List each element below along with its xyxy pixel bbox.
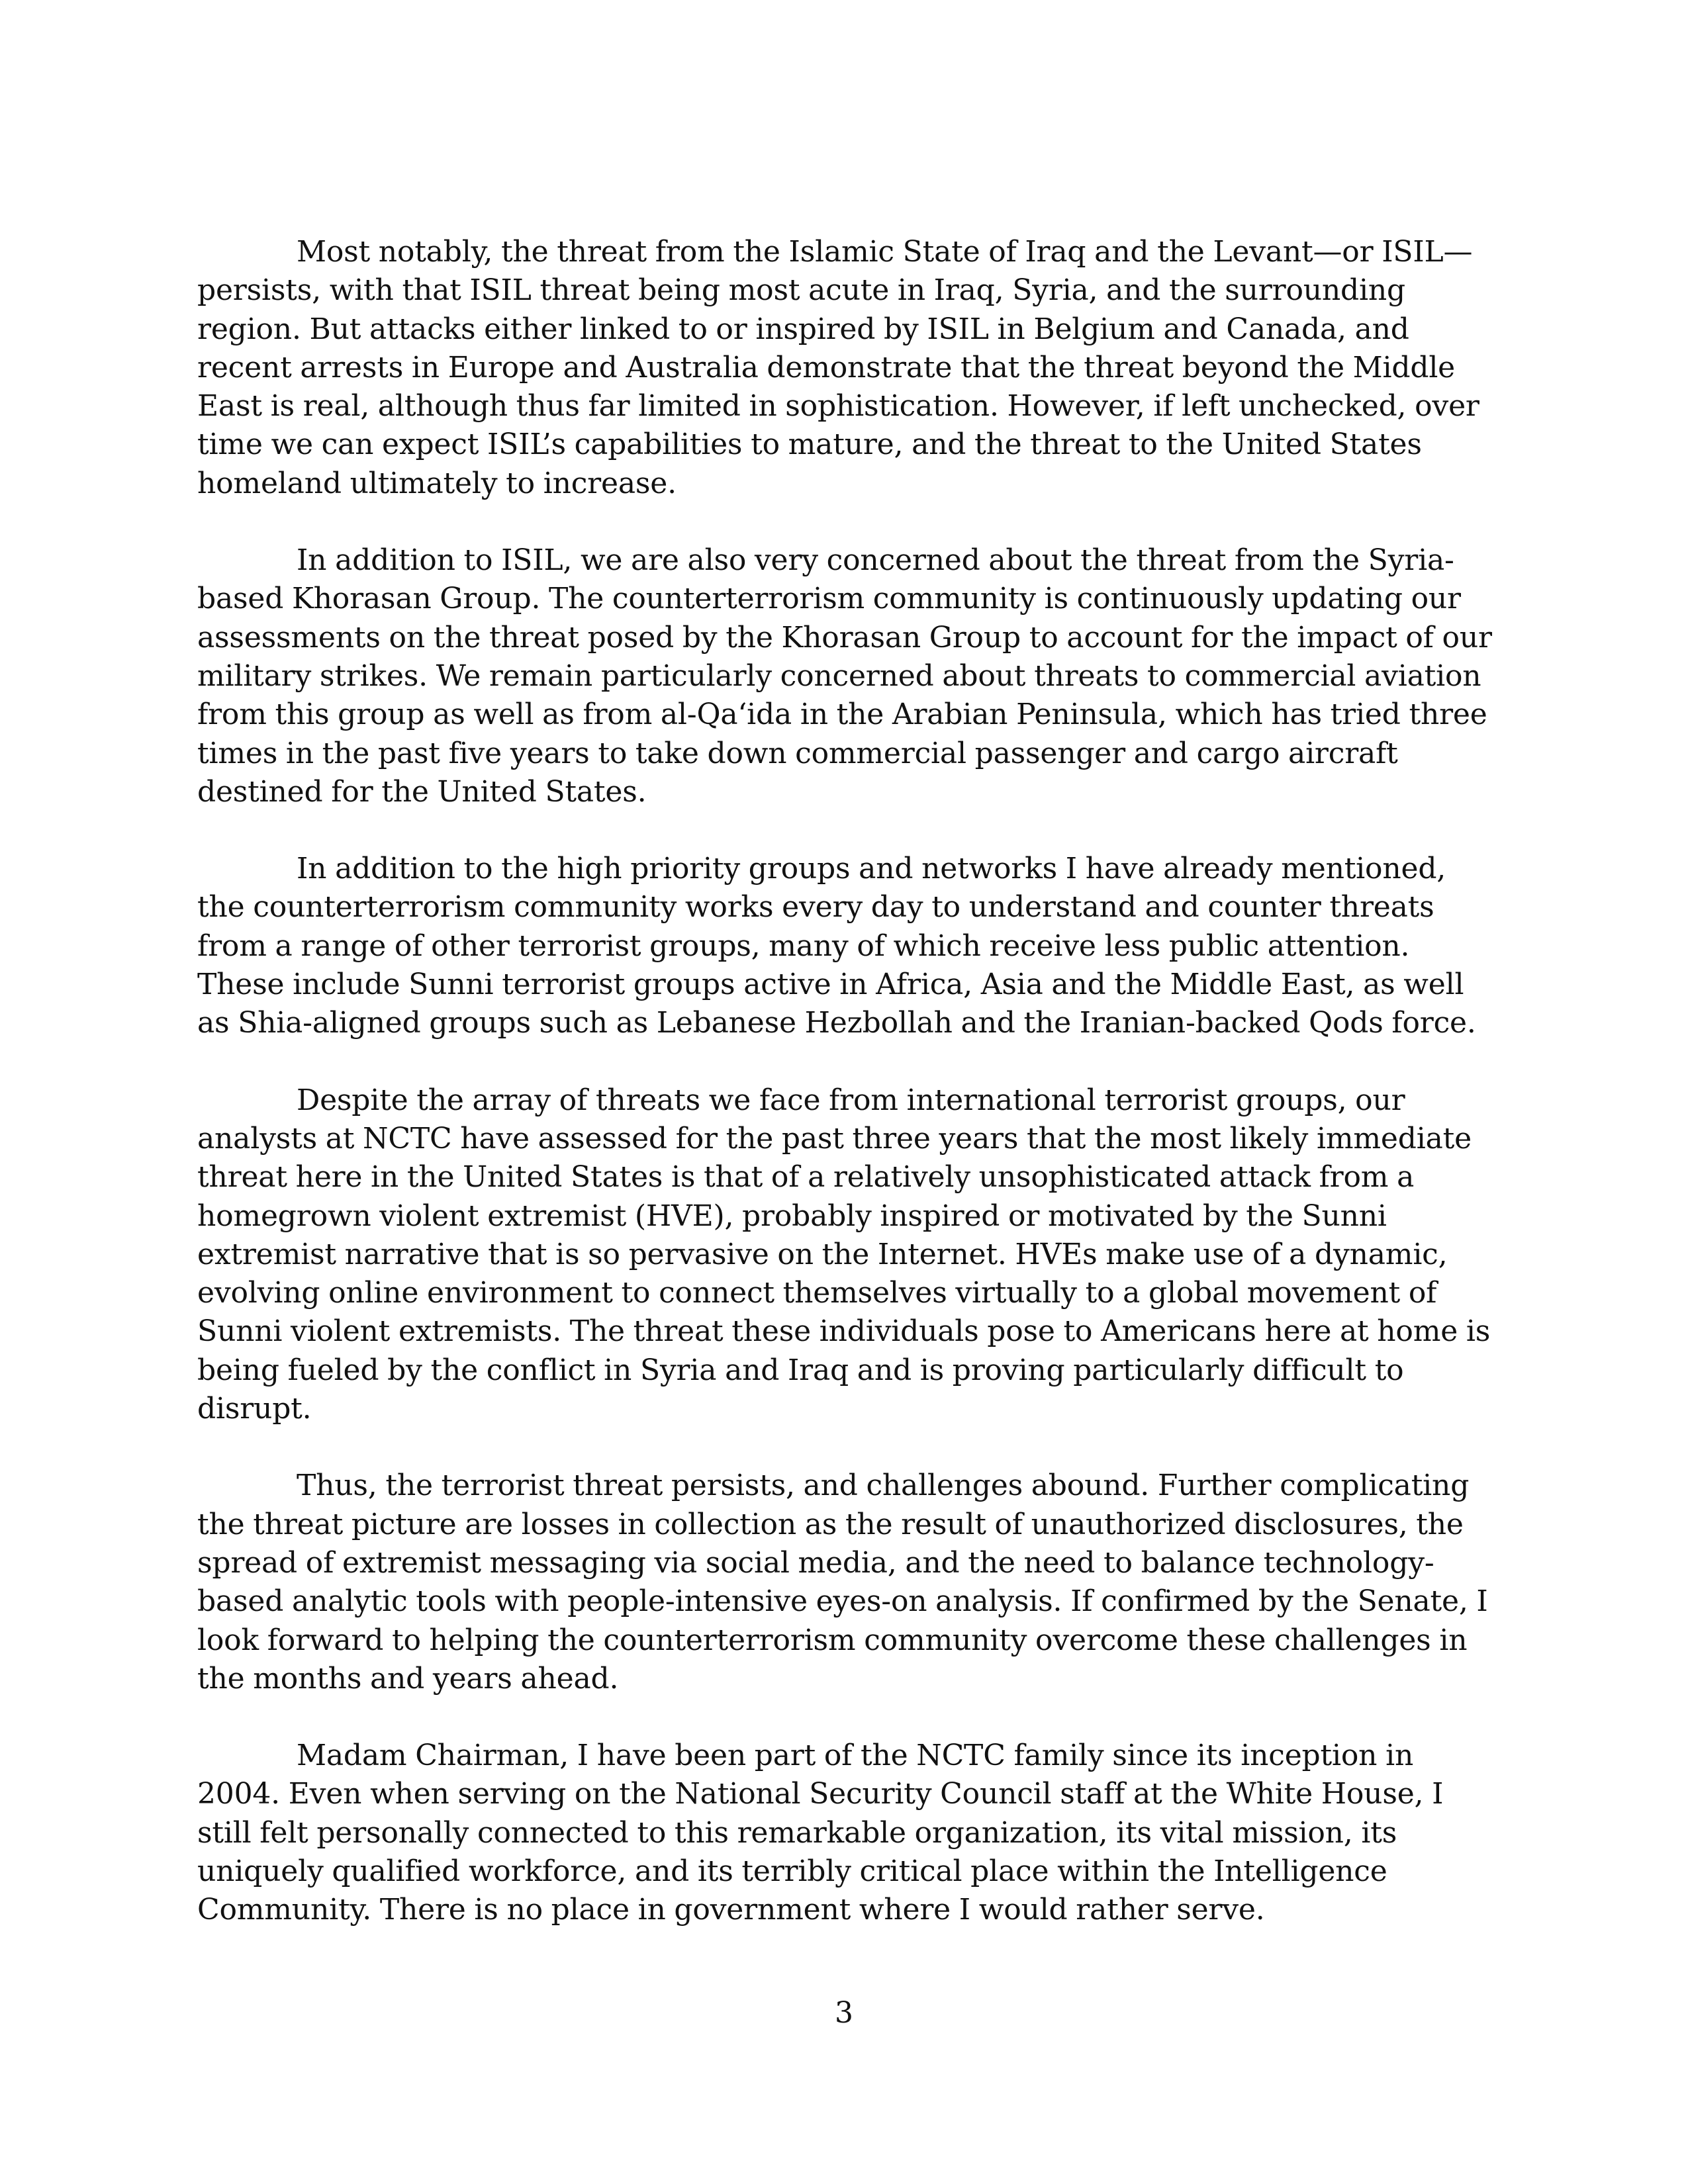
paragraph-khorasan-group: In addition to ISIL, we are also very concerned about the threat from the Syria-based Khorasan Group. The counterterrorism community is continuously updating our assessments on the threat posed by the Khorasan Group to account for the impact of our military strikes. We remain particularly concerned about threats to commercial aviation from this group as well as from al-Qa‘ida in the Arabian Peninsula, which has tried three times in the past five years to take down commercial passenger and cargo aircraft destined for the United States.: [197, 543, 1492, 809]
paragraph-closing: Madam Chairman, I have been part of the NCTC family since its inception in 2004. Even when serving on the National Security Council staff at the White House, I still felt personally connected to this remarkable organization, its vital mission, its uniquely qualified workforce, and its terribly critical place within the Intelligence Community. There is no place in government where I would rather serve.: [197, 1739, 1444, 1927]
document-body: [197, 233, 1498, 1968]
paragraph-challenges: Thus, the terrorist threat persists, and challenges abound. Further complicating the threat picture are losses in collection as the result of unauthorized disclosures, the spread of extremist messaging via social media, and the need to balance technology-based analytic tools with people-intensive eyes-on analysis. If confirmed by the Senate, I look forward to helping the counterterrorism community overcome these challenges in the months and years ahead.: [197, 1469, 1488, 1696]
paragraph-homegrown-extremists: Despite the array of threats we face from international terrorist groups, our analysts at NCTC have assessed for the past three years that the most likely immediate threat here in the United States is that of a relatively unsophisticated attack from a homegrown violent extremist (HVE), probably inspired or motivated by the Sunni extremist narrative that is so pervasive on the Internet. HVEs make use of a dynamic, evolving online environment to connect themselves virtually to a global movement of Sunni violent extremists. The threat these individuals pose to Americans here at home is being fueled by the conflict in Syria and Iraq and is proving particularly difficult to disrupt.: [197, 1083, 1491, 1426]
page-number: 3: [835, 1996, 853, 2030]
paragraph-other-terrorist-groups: In addition to the high priority groups and networks I have already mentioned, the counterterrorism community works every day to understand and counter threats from a range of other terrorist groups, many of which receive less public attention. These include Sunni terrorist groups active in Africa, Asia and the Middle East, as well as Shia-aligned groups such as Lebanese Hezbollah and the Iranian-backed Qods force.: [197, 852, 1476, 1040]
paragraph-isil-threat: Most notably, the threat from the Islamic State of Iraq and the Levant—or ISIL— persists, with that ISIL threat being most acute in Iraq, Syria, and the surrounding region. But attacks either linked to or inspired by ISIL in Belgium and Canada, and recent arrests in Europe and Australia demonstrate that the threat beyond the Middle East is real, although thus far limited in sophistication. However, if left unchecked, over time we can expect ISIL’s capabilities to mature, and the threat to the United States homeland ultimately to increase.: [197, 235, 1479, 500]
